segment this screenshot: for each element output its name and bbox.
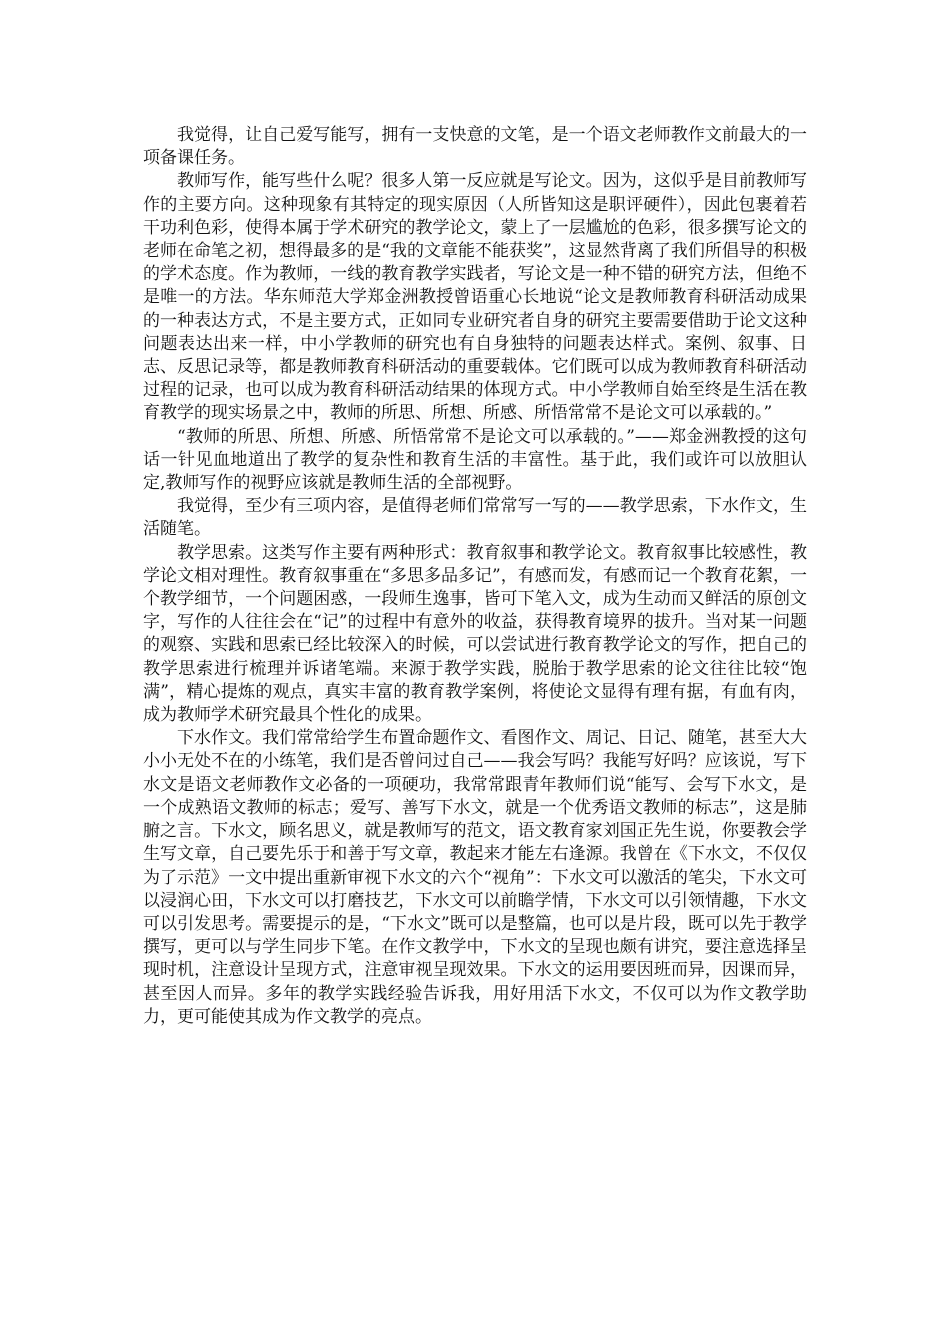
paragraph-teacher-writing: 教师写作，能写些什么呢？很多人第一反应就是写论文。因为，这似乎是目前教师写作的主要方向。这种现象有其特定的现实原因（人所皆知这是职评硬件），因此包裹着若干功利色彩，使得本属于学术研究的教学论文，蒙上了一层尴尬的色彩，很多撰写论文的老师在命笔之初，想得最多的是“我的文章能不能获奖”，这显然背离了我们所倡导的积极的学术态度。作为教师，一线的教育教学实践者，写论文是一种不错的研究方法，但绝不是唯一的方法。华东师范大学郑金洲教授曾语重心长地说“论文是教师教育科研活动成果的一种表达方式，不是主要方式，正如同专业研究者自身的研究主要需要借助于论文这种问题表达出来一样，中小学教师的研究也有自身独特的问题表达样式。案例、叙事、日志、反思记录等，都是教师教育科研活动的重要载体。它们既可以成为教师教育科研活动过程的记录，也可以成为教育科研活动结果的体现方式。中小学教师自始至终是生活在教育教学的现实场景之中，教师的所思、所想、所感、所悟常常不是论文可以承载的。”: [143, 171, 807, 424]
paragraph-quote-commentary: “教师的所思、所想、所感、所悟常常不是论文可以承载的。”——郑金洲教授的这句话一针见血地道出了教学的复杂性和教育生活的丰富性。基于此，我们或许可以放胆认定,教师写作的视野应该就是教师生活的全部视野。: [143, 426, 807, 494]
paragraph-intro: 我觉得，让自己爱写能写，拥有一支快意的文笔，是一个语文老师教作文前最大的一项备课任务。: [143, 125, 807, 169]
paragraph-model-essay: 下水作文。我们常常给学生布置命题作文、看图作文、周记、日记、随笔，甚至大大小小无处不在的小练笔，我们是否曾问过自己——我会写吗？我能写好吗？应该说，写下水文是语文老师教作文必备的一项硬功，我常常跟青年教师们说“能写、会写下水文，是一个成熟语文教师的标志；爱写、善写下水文，就是一个优秀语文教师的标志”，这是肺腑之言。下水文，顾名思义，就是教师写的范文，语文教育家刘国正先生说，你要教会学生写文章，自己要先乐于和善于写文章，教起来才能左右逢源。我曾在《下水文，不仅仅为了示范》一文中提出重新审视下水文的六个“视角”：下水文可以激活的笔尖，下水文可以浸润心田，下水文可以打磨技艺，下水文可以前瞻学情，下水文可以引领情趣，下水文可以引发思考。需要提示的是，“下水文”既可以是整篇，也可以是片段，既可以先于教学撰写，更可以与学生同步下笔。在作文教学中，下水文的呈现也颇有讲究，要注意选择呈现时机，注意设计呈现方式，注意审视呈现效果。下水文的运用要因班而异，因课而异，甚至因人而异。多年的教学实践经验告诉我，用好用活下水文，不仅可以为作文教学助力，更可能使其成为作文教学的亮点。: [143, 728, 807, 1027]
paragraph-teaching-reflection: 教学思索。这类写作主要有两种形式：教育叙事和教学论文。教育叙事比较感性，教学论文相对理性。教育叙事重在“多思多品多记”，有感而发，有感而记一个教育花絮，一个教学细节，一个问题困惑，一段师生逸事，皆可下笔入文，成为生动而又鲜活的原创文字，写作的人往往会在“记”的过程中有意外的收益，获得教育境界的拔升。当对某一问题的观察、实践和思索已经比较深入的时候，可以尝试进行教育教学论文的写作，把自己的教学思索进行梳理并诉诸笔端。来源于教学实践，脱胎于教学思索的论文往往比较“饱满”，精心提炼的观点，真实丰富的教育教学案例，将使论文显得有理有据，有血有肉，成为教师学术研究最具个性化的成果。: [143, 542, 807, 726]
article-body: [143, 124, 807, 1029]
paragraph-three-items: 我觉得，至少有三项内容，是值得老师们常常写一写的——教学思索，下水作文，生活随笔。: [143, 496, 807, 540]
